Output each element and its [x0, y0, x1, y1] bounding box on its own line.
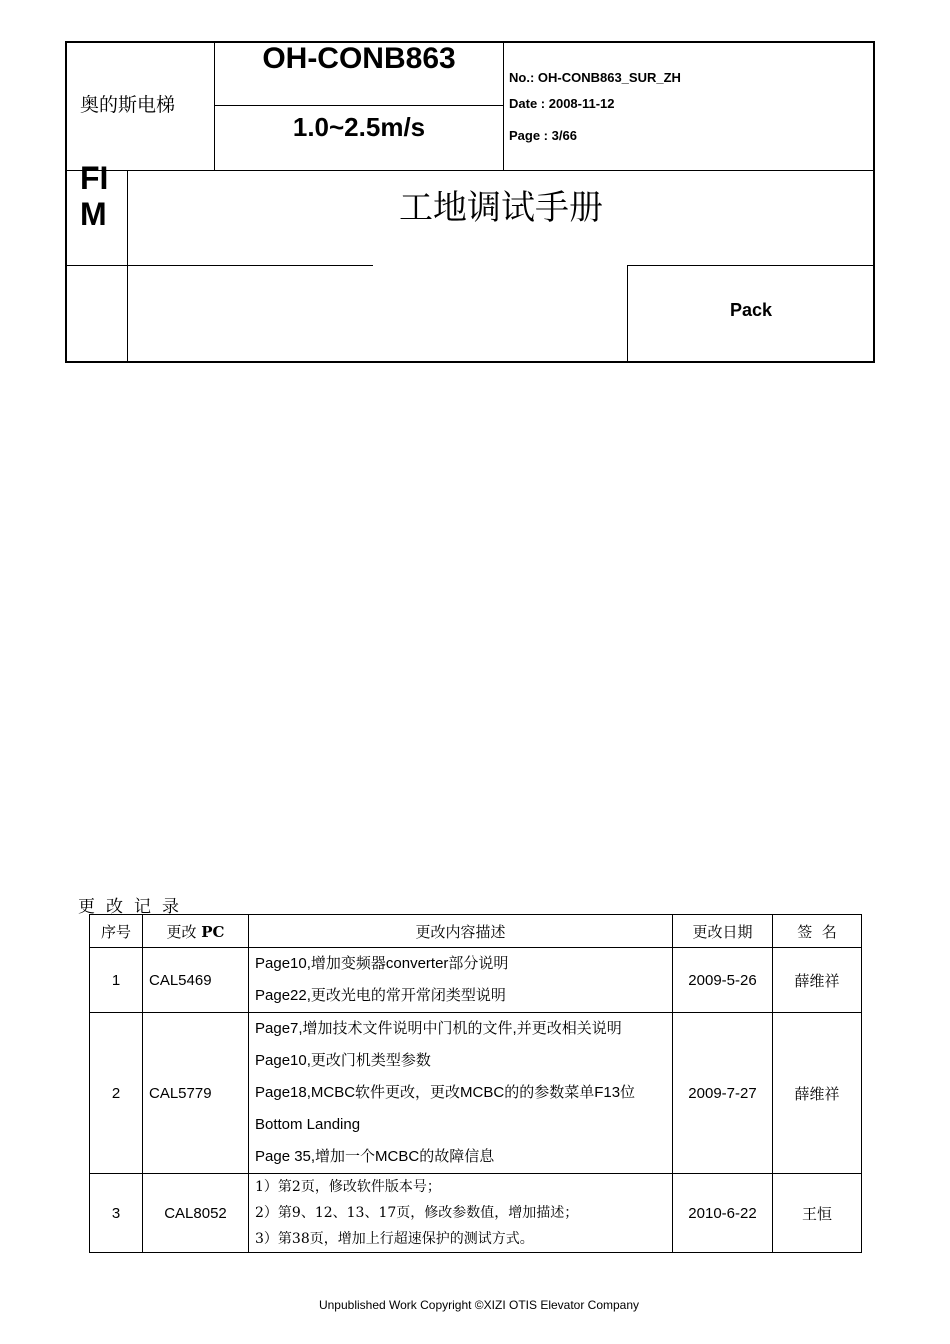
revision-record-title: 更改记录: [78, 897, 190, 917]
table-row: [90, 1013, 862, 1174]
description-line: Page 35,增加一个MCBC的故障信息: [255, 1148, 495, 1165]
table-row: [90, 948, 862, 1013]
row-number: 1: [90, 948, 143, 1013]
row-number: 3: [90, 1174, 143, 1253]
row-description: [249, 948, 673, 1013]
page-indicator: Page : 3/66: [509, 128, 577, 143]
description-line: 1）第2页，修改软件版本号；: [255, 1179, 441, 1195]
row-pc: CAL5469: [143, 948, 249, 1013]
fim-label-part: M: [80, 196, 107, 232]
row-date: 2010-6-22: [673, 1174, 773, 1253]
row-date: 2009-7-27: [673, 1013, 773, 1174]
row-pc: CAL5779: [143, 1013, 249, 1174]
divider: [67, 265, 373, 266]
speed-range: 1.0~2.5m/s: [292, 112, 426, 142]
document-date: Date : 2008-11-12: [509, 96, 615, 111]
description-line: Page10,增加变频器converter部分说明: [255, 955, 509, 972]
column-header-signature: 签 名: [773, 915, 862, 948]
row-signature: 王恒: [773, 1174, 862, 1253]
column-header-pc: 更改 PC: [143, 915, 249, 948]
divider: [627, 265, 874, 266]
document-title: 工地调试手册: [399, 188, 603, 228]
revision-table: [89, 914, 862, 1253]
divider: [67, 170, 874, 171]
pack-label: Pack: [729, 300, 773, 320]
row-signature: 薛维祥: [773, 1013, 862, 1174]
copyright-footer: Unpublished Work Copyright ©XIZI OTIS Elevator Company: [318, 1298, 640, 1312]
description-line: Bottom Landing: [255, 1116, 361, 1133]
model-number: OH-CONB863: [262, 42, 456, 75]
divider: [215, 105, 503, 106]
document-number: No.: OH-CONB863_SUR_ZH: [509, 70, 681, 85]
table-row: [90, 1174, 862, 1253]
column-header-no: 序号: [90, 915, 143, 948]
description-line: Page10,更改门机类型参数: [255, 1052, 431, 1069]
divider: [503, 43, 504, 170]
row-date: 2009-5-26: [673, 948, 773, 1013]
fim-label: [80, 160, 120, 232]
description-line: 2）第9、12、13、17页，修改参数值，增加描述；: [255, 1205, 579, 1221]
row-pc: CAL8052: [143, 1174, 249, 1253]
column-header-description: 更改内容描述: [249, 915, 673, 948]
description-line: Page18,MCBC软件更改，更改MCBC的的参数菜单F13位: [255, 1084, 636, 1101]
description-line: 3）第38页，增加上行超速保护的测试方式。: [255, 1231, 534, 1247]
description-line: Page7,增加技术文件说明中门机的文件,并更改相关说明: [255, 1020, 622, 1037]
column-header-date: 更改日期: [673, 915, 773, 948]
row-number: 2: [90, 1013, 143, 1174]
row-signature: 薛维祥: [773, 948, 862, 1013]
company-name: 奥的斯电梯: [80, 94, 176, 116]
table-header-row: [90, 915, 862, 948]
row-description: [249, 1013, 673, 1174]
description-line: Page22,更改光电的常开常闭类型说明: [255, 987, 506, 1004]
fim-label-part: FI: [80, 160, 109, 196]
row-description: [249, 1174, 673, 1253]
